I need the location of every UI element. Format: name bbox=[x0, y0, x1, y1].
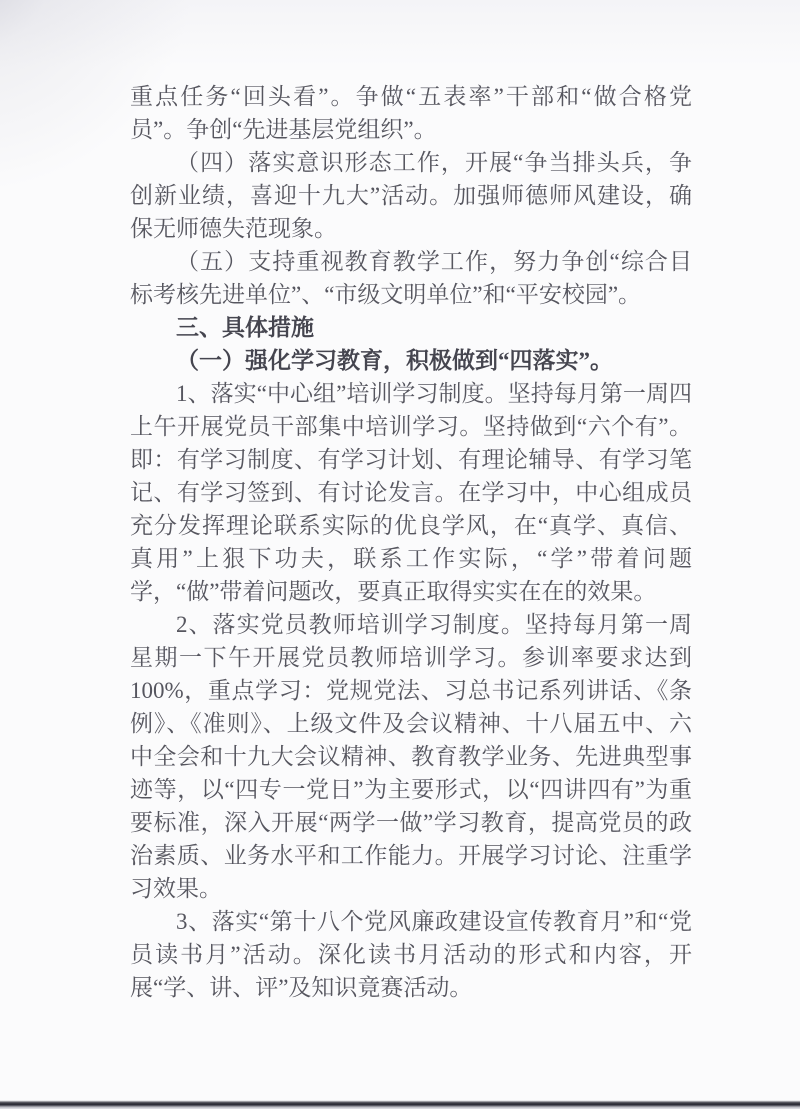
paragraph-point-four: （四）落实意识形态工作，开展“争当排头兵，争创新业绩，喜迎十九大”活动。加强师德师风建设，确保无师德失范现象。 bbox=[130, 150, 692, 241]
paragraph-point-five: （五）支持重视教育教学工作，努力争创“综合目标考核先进单位”、“市级文明单位”和“平安校园”。 bbox=[130, 249, 692, 307]
paragraph-measure-1: 1、落实“中心组”培训学习制度。坚持每月第一周四上午开展党员干部集中培训学习。坚持做到“六个有”。即：有学习制度、有学习计划、有理论辅导、有学习笔记、有学习签到、有讨论发言。在学习中，中心组成员充分发挥理论联系实际的优良学风，在“真学、真信、真用”上狠下功夫，联系工作实际，“学”带着问题学，“做”带着问题改，要真正取得实实在在的效果。 bbox=[130, 381, 692, 604]
section-heading-specific-measures: 三、具体措施 bbox=[176, 315, 314, 340]
subsection-heading-strengthen-study: （一）强化学习教育，积极做到“四落实”。 bbox=[176, 348, 613, 373]
paragraph-measure-2: 2、落实党员教师培训学习制度。坚持每月第一周星期一下午开展党员教师培训学习。参训率要求达到 100%，重点学习：党规党法、习总书记系列讲话、《条例》、《准则》、上级文件及会议精神、十八届五中、六中全会和十九大会议精神、教育教学业务、先进典型事迹等，以“四专一党日”为主要形式，以“四讲四有”为重要标准，深入开展“两学一做”学习教育，提高党员的政治素质、业务水平和工作能力。开展学习讨论、注重学习效果。 bbox=[130, 612, 692, 901]
document-body bbox=[130, 80, 692, 1004]
paragraph-continuation: 重点任务“回头看”。争做“五表率”干部和“做合格党员”。争创“先进基层党组织”。 bbox=[130, 84, 692, 142]
paragraph-measure-3: 3、落实“第十八个党风廉政建设宣传教育月”和“党员读书月”活动。深化读书月活动的形式和内容，开展“学、讲、评”及知识竟赛活动。 bbox=[130, 909, 692, 1000]
scanner-edge-band bbox=[0, 1097, 800, 1109]
